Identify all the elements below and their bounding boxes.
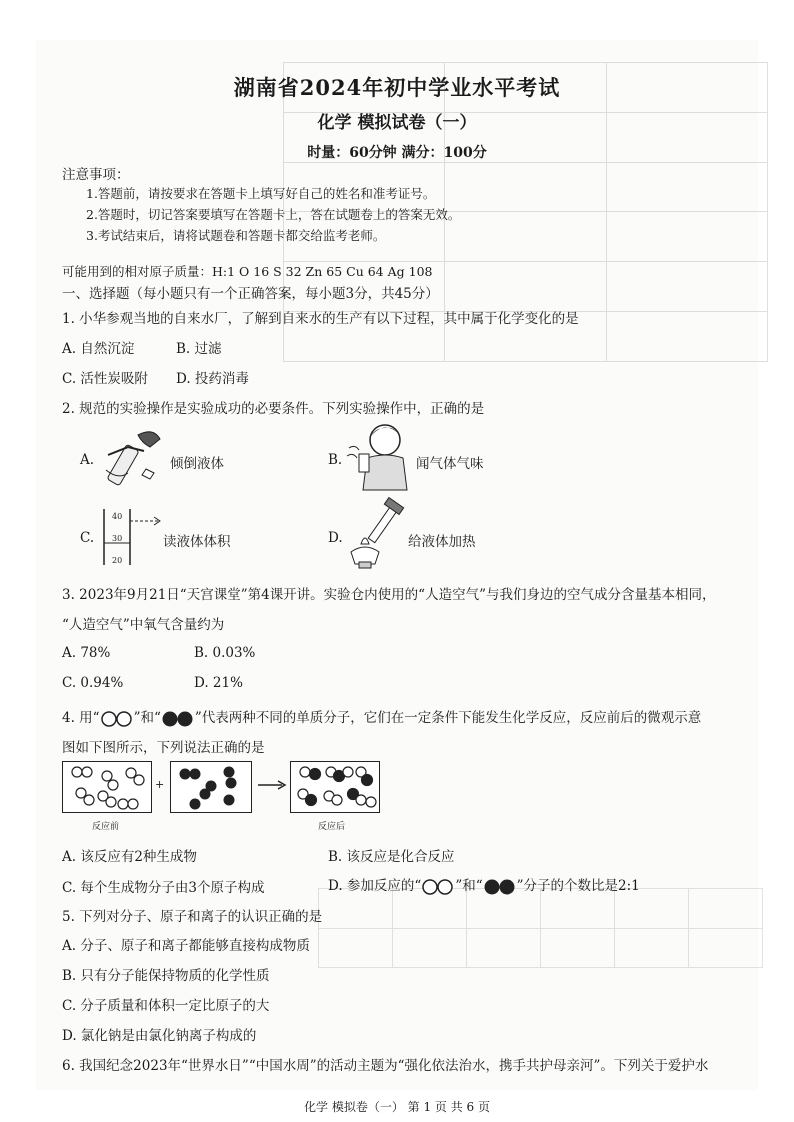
q2-option-c-letter: C.: [80, 530, 95, 546]
q2-option-d-text: 给液体加热: [408, 534, 476, 550]
exam-subtitle: 化学 模拟试卷（一）: [317, 113, 477, 133]
question-3-stem-line1: 3. 2023年9月21日“天宫课堂”第4课开讲。实验仓内使用的“人造空气”与我们身边的空气成分含量基本相同，: [62, 587, 716, 603]
reaction-arrow-icon: [258, 780, 286, 790]
pouring-liquid-illustration: [98, 425, 168, 495]
after-reaction-box: [290, 761, 380, 813]
exam-title: 湖南省2024年初中学业水平考试: [233, 75, 561, 100]
q2-option-b-text: 闻气体气味: [416, 456, 484, 472]
q4-option-d: [328, 874, 640, 895]
question-6-stem: 6. 我国纪念2023年“世界水日”“中国水周”的活动主题为“强化依法治水，携手共护母亲河”。下列关于爱护水: [62, 1058, 709, 1074]
before-reaction-box: [62, 761, 152, 813]
q4-option-d-part: ”分子的个数比是2:1: [516, 878, 640, 894]
note-item: 1.答题前，请按要求在答题卡上填写好自己的姓名和准考证号。: [86, 186, 436, 201]
q3-option-b: B. 0.03%: [194, 645, 256, 661]
graduated-cylinder-illustration: [100, 507, 162, 567]
q1-option-b: B. 过滤: [176, 341, 222, 357]
cylinder-tick-label: 40: [112, 512, 123, 521]
q3-option-c: C. 0.94%: [62, 675, 124, 691]
white-molecules-illustration: [63, 762, 151, 812]
q3-option-d: D. 21%: [194, 675, 243, 691]
question-4-stem-line2: 图如下图所示，下列说法正确的是: [62, 740, 265, 756]
question-5-stem: 5. 下列对分子、原子和离子的认识正确的是: [62, 909, 323, 925]
section-heading: 一、选择题（每小题只有一个正确答案，每小题3分，共45分）: [62, 286, 439, 302]
q2-option-a-letter: A.: [80, 452, 95, 468]
q1-option-a: A. 自然沉淀: [62, 341, 135, 357]
q2-option-a-text: 倾倒液体: [170, 456, 224, 472]
q4-option-a: A. 该反应有2种生成物: [62, 849, 197, 865]
question-4-stem-line1: [62, 706, 701, 727]
atomic-masses: 可能用到的相对原子质量：H:1 O 16 S 32 Zn 65 Cu 64 Ag 108: [62, 264, 433, 279]
before-reaction-box-2: [170, 761, 252, 813]
question-2-stem: 2. 规范的实验操作是实验成功的必要条件。下列实验操作中，正确的是: [62, 401, 485, 417]
q5-option-d: D. 氯化钠是由氯化钠离子构成的: [62, 1028, 257, 1044]
question-1-stem: 1. 小华参观当地的自来水厂，了解到自来水的生产有以下过程，其中属于化学变化的是: [62, 311, 579, 327]
q4-option-d-part: D. 参加反应的“: [328, 878, 422, 894]
white-molecule-icon: [100, 711, 134, 727]
heating-liquid-illustration: [345, 500, 407, 570]
q3-option-a: A. 78%: [62, 645, 111, 661]
q2-option-c-text: 读液体体积: [163, 534, 231, 550]
product-molecules-illustration: [291, 762, 379, 812]
label-before-reaction: 反应前: [92, 822, 120, 832]
note-item: 2.答题时，切记答案要填写在答题卡上，答在试题卷上的答案无效。: [86, 207, 461, 222]
white-molecule-icon: [421, 879, 455, 895]
note-item: 3.考试结束后，请将试题卷和答题卡都交给监考老师。: [86, 228, 386, 243]
bleed-through-table-2: [318, 888, 763, 968]
q5-option-c: C. 分子质量和体积一定比原子的大: [62, 998, 270, 1014]
black-molecule-icon: [161, 711, 195, 727]
cylinder-tick-label: 20: [112, 556, 123, 565]
q5-option-a: A. 分子、原子和离子都能够直接构成物质: [62, 938, 310, 954]
q4-stem-part: ”代表两种不同的单质分子，它们在一定条件下能发生化学反应，反应前后的微观示意: [194, 710, 702, 726]
q4-stem-part: 4. 用“: [62, 710, 100, 726]
q1-option-d: D. 投药消毒: [176, 371, 249, 387]
q4-option-d-part: ”和“: [455, 878, 483, 894]
q2-option-b-letter: B.: [328, 452, 343, 468]
cylinder-tick-label: 30: [112, 534, 123, 543]
black-molecules-illustration: [171, 762, 251, 812]
q1-option-c: C. 活性炭吸附: [62, 371, 148, 387]
q4-option-b: B. 该反应是化合反应: [328, 849, 455, 865]
q5-option-b: B. 只有分子能保持物质的化学性质: [62, 968, 270, 984]
label-after-reaction: 反应后: [318, 822, 346, 832]
question-3-stem-line2: “人造空气”中氧气含量约为: [62, 617, 225, 633]
notes-heading: 注意事项：: [62, 167, 130, 183]
smelling-gas-illustration: [345, 418, 415, 493]
black-molecule-icon: [483, 879, 517, 895]
page-footer: 化学 模拟卷（一） 第 1 页 共 6 页: [304, 1100, 490, 1114]
q4-option-c: C. 每个生成物分子由3个原子构成: [62, 880, 265, 896]
q2-option-d-letter: D.: [328, 530, 343, 546]
time-and-score: 时量：60分钟 满分：100分: [307, 145, 487, 161]
q4-stem-part: ”和“: [133, 710, 161, 726]
plus-sign: +: [155, 778, 165, 791]
